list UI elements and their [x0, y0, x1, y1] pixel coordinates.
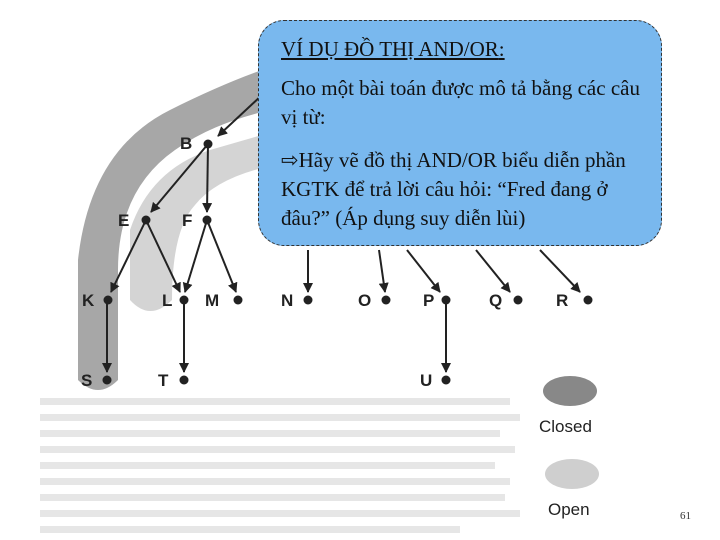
svg-text:U: U: [420, 371, 433, 390]
node-f: [182, 211, 212, 230]
legend-closed-label: Closed: [539, 417, 592, 436]
svg-text:O: O: [358, 291, 372, 310]
svg-text:B: B: [180, 134, 193, 153]
node-q: [489, 291, 523, 310]
svg-text:M: M: [205, 291, 220, 310]
svg-text:F: F: [182, 211, 193, 230]
legend-open-swatch: [545, 459, 599, 489]
callout-title-colon: :: [498, 37, 505, 61]
node-o: [358, 291, 391, 310]
svg-text:Q: Q: [489, 291, 503, 310]
callout-paragraph-1: Cho một bài toán được mô tả bằng các câu vị từ:: [281, 76, 640, 129]
svg-text:R: R: [556, 291, 569, 310]
node-m: [205, 291, 243, 310]
callout-title: VÍ DỤ ĐỒ THỊ AND/OR: [281, 37, 499, 61]
callout-box: [258, 20, 662, 246]
legend-open-label: Open: [548, 500, 590, 519]
svg-text:T: T: [158, 371, 169, 390]
svg-text:K: K: [82, 291, 95, 310]
node-n: [281, 291, 313, 310]
background-texture: [40, 398, 520, 533]
legend-closed-swatch: [543, 376, 597, 406]
callout-title-line: [281, 35, 647, 64]
node-u: [420, 371, 451, 390]
arrow-bullet-icon: ⇨: [281, 148, 299, 172]
svg-text:E: E: [118, 211, 130, 230]
svg-text:L: L: [162, 291, 173, 310]
svg-text:N: N: [281, 291, 294, 310]
svg-text:S: S: [81, 371, 93, 390]
page-number: 61: [680, 510, 691, 522]
svg-text:P: P: [423, 291, 435, 310]
callout-paragraph-2: Hãy vẽ đồ thị AND/OR biểu diễn phần KGTK để trả lời câu hỏi: “Fred đang ở đâu?” (Áp dụng suy diễn lùi): [281, 148, 626, 230]
node-t: [158, 371, 189, 390]
node-r: [556, 291, 593, 310]
callout-paragraph-2-line: [281, 146, 647, 233]
legend: [539, 376, 599, 519]
